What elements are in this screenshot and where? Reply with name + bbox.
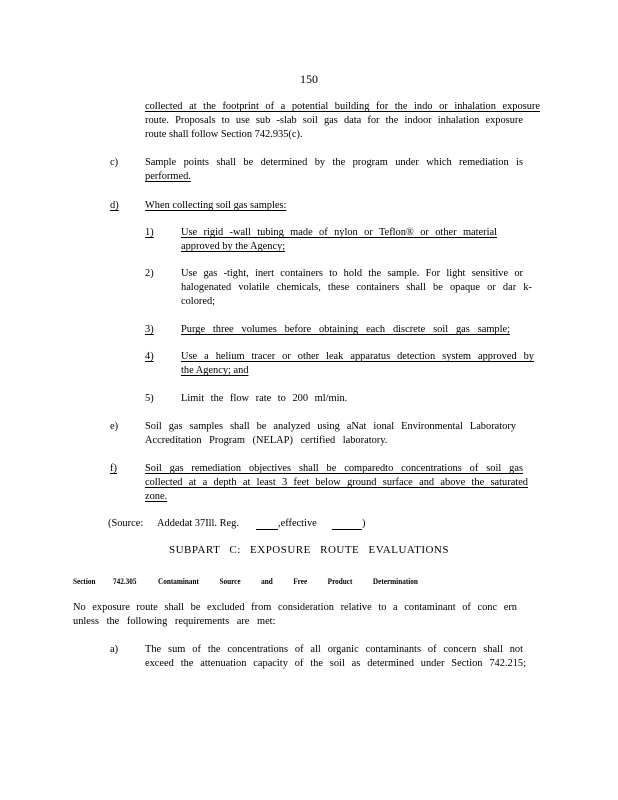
item-d1-line-2: approved by the Agency; (181, 241, 286, 252)
item-d2-line-1: Use gas -tight, inert containers to hold the sample. For light sensitive or (181, 268, 523, 279)
subpart-heading: SUBPART C: EXPOSURE ROUTE EVALUATIONS (168, 544, 449, 556)
item-d3-label: 3) (145, 324, 154, 335)
source-effective: ,effective (278, 518, 317, 529)
item-c-line-1: Sample points shall be determined by the program under which remediation is (145, 157, 523, 168)
item-d1-line-1: Use rigid -wall tubing made of nylon or Teflon® or other material (181, 227, 497, 238)
source-close: ) (362, 518, 366, 529)
para-line-1: No exposure route shall be excluded from consideration relative to a contaminant of conc ern (73, 602, 517, 613)
page-number: 150 (300, 72, 318, 86)
item-a-line-2: exceed the attenuation capacity of the soil as determined under Section 742.215; (145, 658, 526, 669)
item-f-line-2: collected at a depth at least 3 feet below ground surface and above the saturated (145, 477, 528, 488)
item-e-label: e) (110, 421, 119, 432)
item-d5-line-1: Limit the flow rate to 200 ml/min. (181, 393, 348, 404)
cont-line-1: collected at the footprint of a potential building for the indo or inhalation exposure (145, 101, 540, 112)
item-f-line-3: zone. (145, 491, 168, 502)
cont-line-2: route. Proposals to use sub -slab soil gas data for the indoor inhalation exposure (145, 115, 523, 126)
item-d2-label: 2) (145, 268, 154, 279)
item-d-text: When collecting soil gas samples: (145, 200, 287, 211)
item-d2-line-2: halogenated volatile chemicals, these containers shall be opaque or dar k- (181, 282, 532, 293)
item-d5-label: 5) (145, 393, 154, 404)
section-label: Section (73, 576, 96, 586)
item-d-label: d) (110, 200, 119, 211)
item-c-line-2: performed. (145, 171, 191, 182)
item-e-line-1: Soil gas samples shall be analyzed using aNat ional Environmental Laboratory (145, 421, 516, 432)
item-d3-line-1: Purge three volumes before obtaining each discrete soil gas sample; (181, 324, 510, 335)
item-e-line-2: Accreditation Program (NELAP) certified laboratory. (145, 435, 388, 446)
item-a-label: a) (110, 644, 119, 655)
para-line-2: unless the following requirements are met: (73, 616, 276, 627)
item-d4-line-1: Use a helium tracer or other leak apparatus detection system approved by (181, 351, 534, 362)
item-d1-label: 1) (145, 227, 154, 238)
cont-line-3: route shall follow Section 742.935(c). (145, 129, 303, 140)
source-blank-2 (332, 529, 362, 530)
section-number: 742.305 (113, 576, 137, 586)
item-a-line-1: The sum of the concentrations of all organic contaminants of concern shall not (145, 644, 523, 655)
source-open: (Source: (108, 518, 144, 529)
item-d2-line-3: colored; (181, 296, 216, 307)
item-d4-line-2: the Agency; and (181, 365, 249, 376)
item-f-label: f) (110, 463, 117, 474)
section-title: Contaminant Source and Free Product Determination (158, 576, 418, 586)
source-blank-1 (256, 529, 278, 530)
item-c-label: c) (110, 157, 119, 168)
item-f-line-1: Soil gas remediation objectives shall be comparedto concentrations of soil gas (145, 463, 523, 474)
source-added: Addedat 37Ill. Reg. (157, 518, 239, 529)
item-d4-label: 4) (145, 351, 154, 362)
